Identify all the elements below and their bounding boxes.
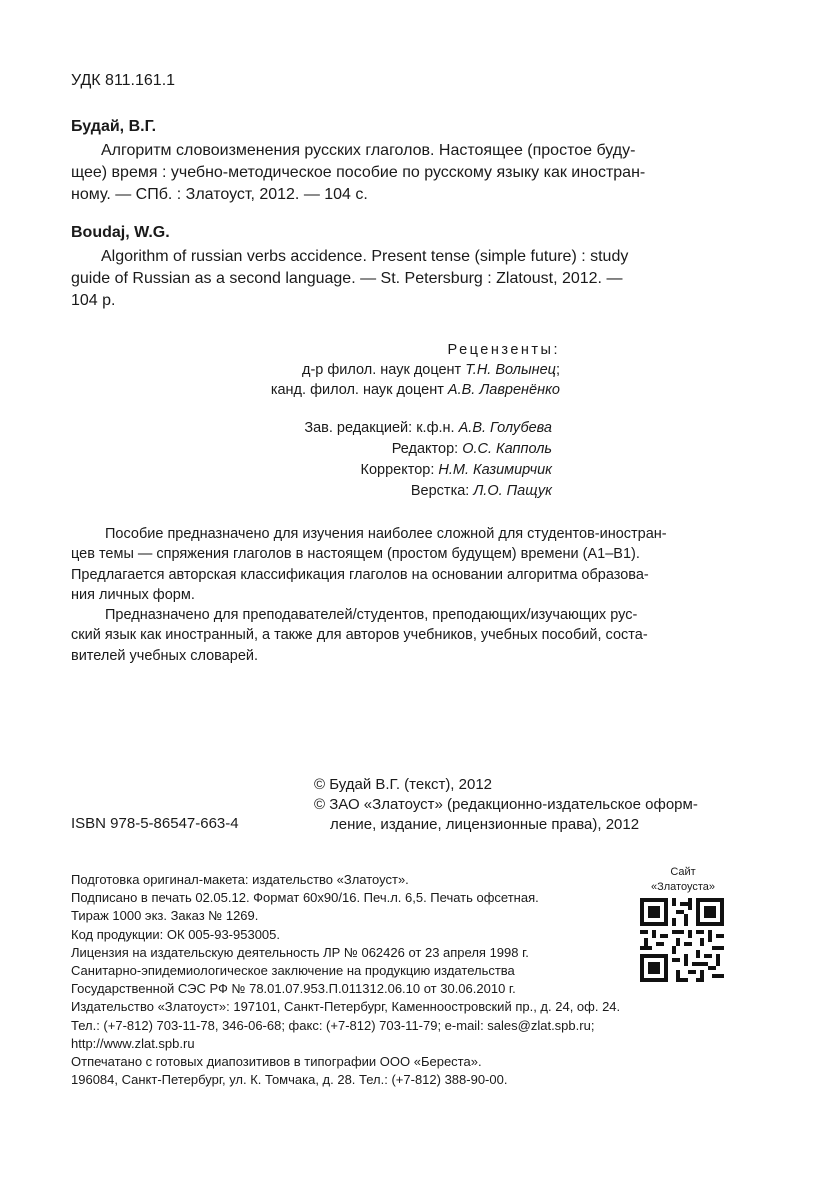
reviewer-entry: канд. филол. наук доцент А.В. Лавренёнко	[270, 382, 560, 398]
copyright-line: © Будай В.Г. (текст), 2012	[314, 776, 493, 793]
isbn: ISBN 978-5-86547-663-4	[71, 815, 239, 832]
copyright-line: ление, издание, лицензионные права), 2012	[330, 816, 640, 833]
reviewer-name: Т.Н. Волынец	[465, 362, 556, 378]
staff-entry: Зав. редакцией: к.ф.н. А.В. Голубева	[304, 420, 552, 436]
udk-code: УДК 811.161.1	[71, 72, 176, 89]
en-author: Boudaj, W.G.	[71, 224, 170, 241]
ru-author: Будай, В.Г.	[71, 118, 157, 135]
reviewers-heading: Рецензенты:	[447, 342, 560, 358]
staff-entry: Корректор: Н.М. Казимирчик	[360, 462, 552, 478]
ru-desc-line: ному. — СПб. : Златоуст, 2012. — 104 с.	[71, 186, 368, 203]
copyright-block	[314, 775, 726, 835]
en-bibliographic-description	[71, 246, 725, 312]
qr-code-icon	[640, 898, 724, 982]
reviewers-block	[200, 340, 560, 400]
ru-desc-line: щее) время : учебно-методическое пособие по русскому языку как иностран-	[71, 164, 646, 181]
imprint: Подготовка оригинал-макета: издательство «Златоуст». Подписано в печать 02.05.12. Формат 60х90/16. Печ.л. 6,5. Печать офсетная. Тираж 1000 экз. Заказ № 1269. Код продукции: ОК 005-93-953005. Лицензия на издательскую деятельность ЛР № 062426 от 23 апреля 1998 г. Санитарно-эпидемиологическое заключение на продукцию издательства Государственной СЭС РФ № 78.01.07.953.П.011312.06.10 от 30.06.2010 г. Издательство «Златоуст»: 197101, Санкт-Петербург, Каменноостровский пр., д. 24, оф. 24. Тел.: (+7-812) 703-11-78, 346-06-68; факс: (+7-812) 703-11-79; e-mail: sales@zlat.spb.ru; http://www.zlat.spb.ru Отпечатано с готовых диапозитивов в типографии ООО «Береста». 196084, Санкт-Петербург, ул. К. Томчака, д. 28. Тел.: (+7-812) 388-90-00.	[71, 872, 621, 1088]
qr-caption: Сайт «Златоуста»	[651, 866, 715, 893]
en-desc-line: guide of Russian as a second language. — St. Petersburg : Zlatoust, 2012. —	[71, 270, 623, 287]
annotation-paragraph: Предназначено для преподавателей/студентов, преподающих/изучающих рус- ский язык как иностранный, а также для авторов учебников, учебных пособий, соста- вителей учебных словарей.	[71, 607, 648, 664]
annotation-paragraph: Пособие предназначено для изучения наиболее сложной для студентов-иностран- цев темы — спряжения глаголов в настоящем (простом будущем) времени (А1–В1). Предлагается авторская классификация глаголов на основании алгоритма образова- ния личных форм.	[71, 526, 667, 603]
copyright-line: © ЗАО «Златоуст» (редакционно-издательское оформ-	[314, 796, 698, 813]
ru-desc-line: Алгоритм словоизменения русских глаголов. Настоящее (простое буду-	[101, 142, 636, 159]
en-desc-line: 104 p.	[71, 292, 116, 309]
annotation	[71, 524, 725, 666]
en-desc-line: Algorithm of russian verbs accidence. Present tense (simple future) : study	[101, 248, 629, 265]
reviewer-name: А.В. Лавренёнко	[447, 382, 560, 398]
staff-entry: Редактор: О.С. Капполь	[391, 441, 552, 457]
reviewer-entry: д-р филол. наук доцент Т.Н. Волынец;	[301, 362, 560, 378]
staff-credits	[230, 418, 552, 502]
ru-bibliographic-description	[71, 140, 725, 206]
staff-entry: Верстка: Л.О. Пащук	[410, 483, 552, 499]
